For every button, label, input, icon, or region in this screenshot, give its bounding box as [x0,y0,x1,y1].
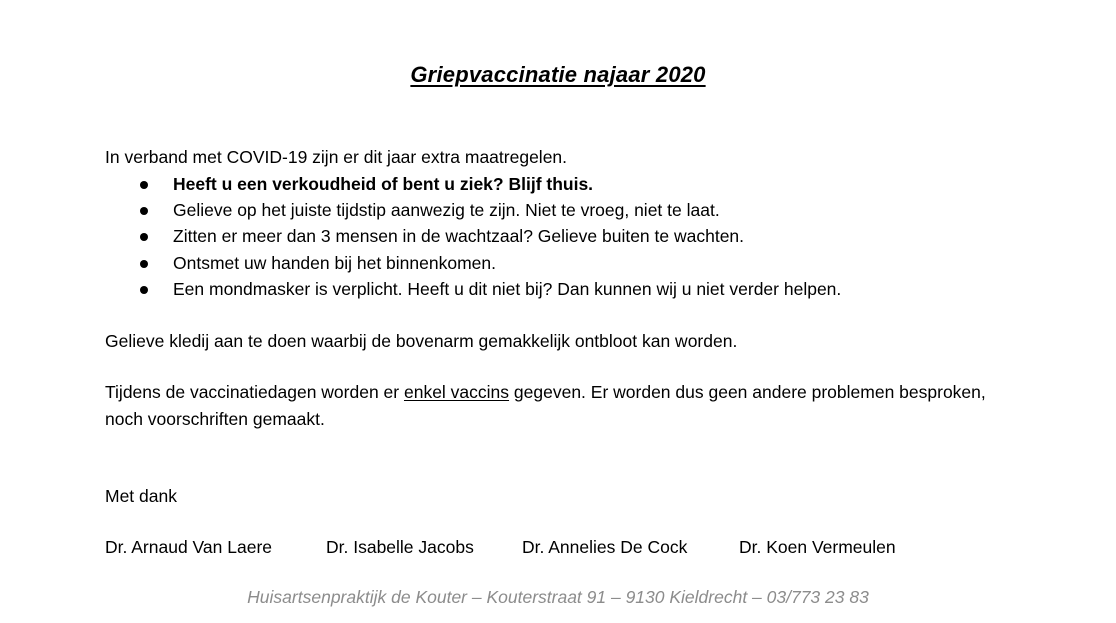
doctor-name: Dr. Isabelle Jacobs [326,537,474,557]
bullet-icon [140,207,148,215]
list-item [105,250,841,276]
rules-list [105,171,841,302]
clothing-note: Gelieve kledij aan te doen waarbij de bovenarm gemakkelijk ontbloot kan worden. [105,331,738,351]
bullet-icon [140,181,148,189]
list-item [105,276,841,302]
list-item [105,197,841,223]
document-title: Griepvaccinatie najaar 2020 [410,62,706,87]
doctor-name: Dr. Koen Vermeulen [739,537,896,557]
intro-text: In verband met COVID-19 zijn er dit jaar extra maatregelen. [105,147,568,167]
rule-text: Gelieve op het juiste tijdstip aanwezig te zijn. Niet te vroeg, niet te laat. [173,200,720,221]
doctor-name: Dr. Arnaud Van Laere [105,537,273,557]
list-item [105,223,841,249]
rule-text: Een mondmasker is verplicht. Heeft u dit niet bij? Dan kunnen wij u niet verder helpen. [173,278,842,299]
rule-text: Ontsmet uw handen bij het binnenkomen. [173,252,496,273]
doctor-name: Dr. Annelies De Cock [522,537,688,557]
bullet-icon [140,233,148,241]
bullet-icon [140,286,148,294]
vaccination-note-after: gegeven. Er worden dus geen andere problemen besproken, noch voorschriften gemaakt. [105,382,986,429]
rule-text: Heeft u een verkoudheid of bent u ziek? Blijf thuis. [173,174,594,194]
vaccination-note-before: Tijdens de vaccinatiedagen worden er [105,382,404,402]
vaccination-note [105,379,1005,432]
vaccination-note-underlined: enkel vaccins [403,382,510,402]
bullet-icon [140,260,148,268]
rule-text: Zitten er meer dan 3 mensen in de wachtzaal? Gelieve buiten te wachten. [173,226,745,247]
closing-text: Met dank [105,486,177,506]
list-item [105,171,841,197]
practice-footer: Huisartsenpraktijk de Kouter – Kouterstraat 91 – 9130 Kieldrecht – 03/773 23 83 [247,587,869,607]
